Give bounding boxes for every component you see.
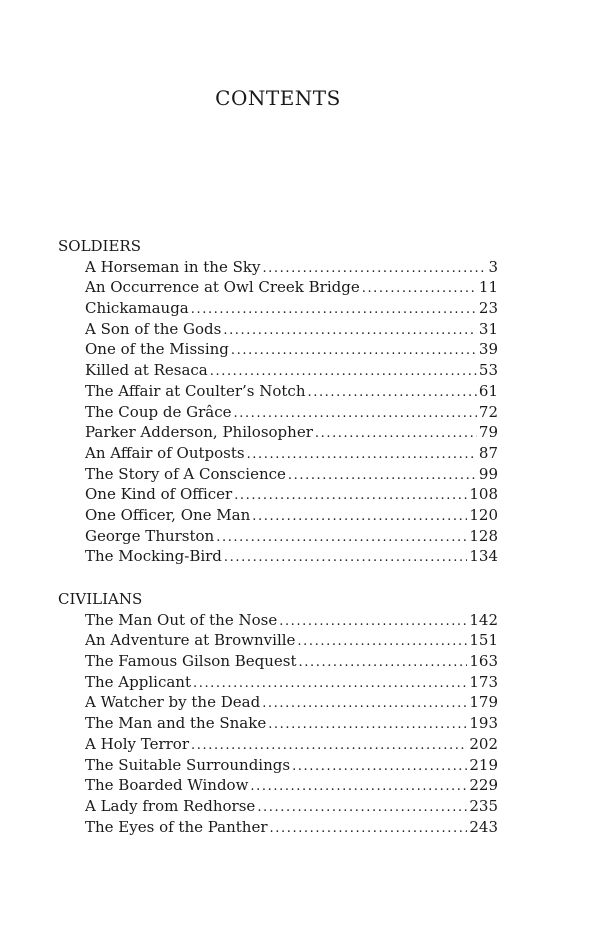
- toc-entry-page-number: 128: [469, 526, 498, 545]
- toc-entry: [85, 775, 498, 796]
- dot-leader: [292, 757, 467, 778]
- toc-entry-title: A Horseman in the Sky: [85, 257, 261, 276]
- dot-leader: [315, 424, 477, 445]
- dot-leader: [252, 507, 467, 528]
- toc-entry: [85, 277, 498, 298]
- dot-leader: [216, 528, 467, 549]
- section-heading: SOLDIERS: [58, 237, 142, 255]
- toc-entry-page-number: 134: [469, 547, 498, 566]
- toc-entry-page-number: 53: [478, 361, 498, 380]
- toc-entry-page-number: 39: [478, 340, 498, 359]
- toc-entry: [85, 672, 498, 693]
- toc-entry-title: The Man and the Snake: [85, 714, 267, 733]
- toc-entry-title: The Mocking-Bird: [85, 547, 222, 566]
- dot-leader: [257, 798, 467, 819]
- toc-entry: [85, 651, 498, 672]
- toc-entry: [85, 610, 498, 631]
- dot-leader: [270, 819, 468, 840]
- toc-entry: [85, 443, 498, 464]
- dot-leader: [224, 548, 467, 569]
- dot-leader: [288, 466, 477, 487]
- dot-leader: [233, 404, 476, 425]
- toc-entry-title: A Lady from Redhorse: [85, 796, 256, 815]
- dot-leader: [223, 321, 477, 342]
- toc-entry-title: The Man Out of the Nose: [85, 610, 278, 629]
- dot-leader: [191, 300, 477, 321]
- toc-entry: [85, 526, 498, 547]
- toc-entry: [85, 692, 498, 713]
- toc-entry-page-number: 72: [478, 402, 498, 421]
- toc-entry-title: Parker Adderson, Philosopher: [85, 423, 313, 442]
- toc-entry-title: The Suitable Surroundings: [85, 755, 291, 774]
- dot-leader: [299, 653, 468, 674]
- toc-entry-page-number: 173: [469, 672, 498, 691]
- toc-list: [58, 610, 498, 838]
- toc-entry: [85, 298, 498, 319]
- toc-entry-title: An Adventure at Brownville: [85, 631, 296, 650]
- toc-entry-title: The Eyes of the Panther: [85, 817, 268, 836]
- toc-entry-page-number: 151: [469, 631, 498, 650]
- toc-entry-page-number: 23: [478, 299, 498, 318]
- dot-leader: [210, 362, 477, 383]
- dot-leader: [268, 715, 467, 736]
- dot-leader: [262, 694, 467, 715]
- toc-entry-page-number: 193: [469, 714, 498, 733]
- toc-entry-page-number: 79: [478, 423, 498, 442]
- toc-entry-title: A Holy Terror: [85, 734, 190, 753]
- toc-entry: [85, 381, 498, 402]
- section-heading: CIVILIANS: [58, 590, 143, 608]
- toc-list: [58, 257, 498, 567]
- toc-entry: [85, 630, 498, 651]
- dot-leader: [247, 445, 477, 466]
- toc-entry-title: The Boarded Window: [85, 776, 249, 795]
- toc-entry-title: Killed at Resaca: [85, 361, 208, 380]
- toc-entry-title: One Kind of Officer: [85, 485, 233, 504]
- dot-leader: [362, 279, 477, 300]
- toc-entry-page-number: 108: [469, 485, 498, 504]
- dot-leader: [262, 259, 486, 280]
- dot-leader: [234, 486, 467, 507]
- toc-entry: [85, 422, 498, 443]
- toc-entry-page-number: 179: [469, 693, 498, 712]
- page-title: CONTENTS: [215, 86, 341, 110]
- section-civilians: [58, 589, 498, 837]
- toc-entry-page-number: 202: [469, 734, 498, 753]
- toc-entry-page-number: 163: [469, 652, 498, 671]
- toc-entry-page-number: 243: [469, 817, 498, 836]
- toc-entry-title: A Son of the Gods: [85, 319, 222, 338]
- toc-entry-title: A Watcher by the Dead: [85, 693, 261, 712]
- toc-entry-title: An Occurrence at Owl Creek Bridge: [85, 278, 360, 297]
- toc-entry: [85, 546, 498, 567]
- toc-entry: [85, 734, 498, 755]
- toc-entry-page-number: 99: [478, 464, 498, 483]
- toc-entry-title: The Coup de Grâce: [85, 402, 232, 421]
- toc-entry: [85, 755, 498, 776]
- toc-entry-page-number: 120: [469, 505, 498, 524]
- toc-entry-page-number: 87: [478, 443, 498, 462]
- dot-leader: [231, 341, 477, 362]
- toc-entry: [85, 360, 498, 381]
- toc-entry-page-number: 31: [478, 319, 498, 338]
- toc-entry-title: One of the Missing: [85, 340, 229, 359]
- toc-entry: [85, 257, 498, 278]
- dot-leader: [297, 632, 467, 653]
- toc-entry-title: George Thurston: [85, 526, 215, 545]
- dot-leader: [193, 674, 467, 695]
- toc-entry-title: One Officer, One Man: [85, 505, 251, 524]
- toc-entry-title: The Famous Gilson Bequest: [85, 652, 297, 671]
- toc-entry: [85, 402, 498, 423]
- toc-entry: [85, 796, 498, 817]
- toc-entry: [85, 505, 498, 526]
- toc-entry-title: An Affair of Outposts: [85, 443, 245, 462]
- toc-entry: [85, 817, 498, 838]
- toc-entry-page-number: 11: [478, 278, 498, 297]
- toc-entry: [85, 713, 498, 734]
- dot-leader: [307, 383, 476, 404]
- toc-entry-page-number: 235: [469, 796, 498, 815]
- section-soldiers: [58, 236, 498, 567]
- dot-leader: [250, 777, 467, 798]
- toc-entry-title: The Story of A Conscience: [85, 464, 286, 483]
- toc-entry: [85, 339, 498, 360]
- toc-entry-page-number: 219: [469, 755, 498, 774]
- toc-entry: [85, 484, 498, 505]
- toc-entry: [85, 319, 498, 340]
- toc-entry-page-number: 229: [469, 776, 498, 795]
- toc-entry-title: Chickamauga: [85, 299, 189, 318]
- dot-leader: [191, 736, 467, 757]
- toc-entry: [85, 464, 498, 485]
- dot-leader: [279, 612, 467, 633]
- toc-entry-title: The Affair at Coulter’s Notch: [85, 381, 306, 400]
- toc-entry-page-number: 142: [469, 610, 498, 629]
- toc-entry-page-number: 3: [488, 257, 498, 276]
- toc-entry-page-number: 61: [478, 381, 498, 400]
- toc-entry-title: The Applicant: [85, 672, 191, 691]
